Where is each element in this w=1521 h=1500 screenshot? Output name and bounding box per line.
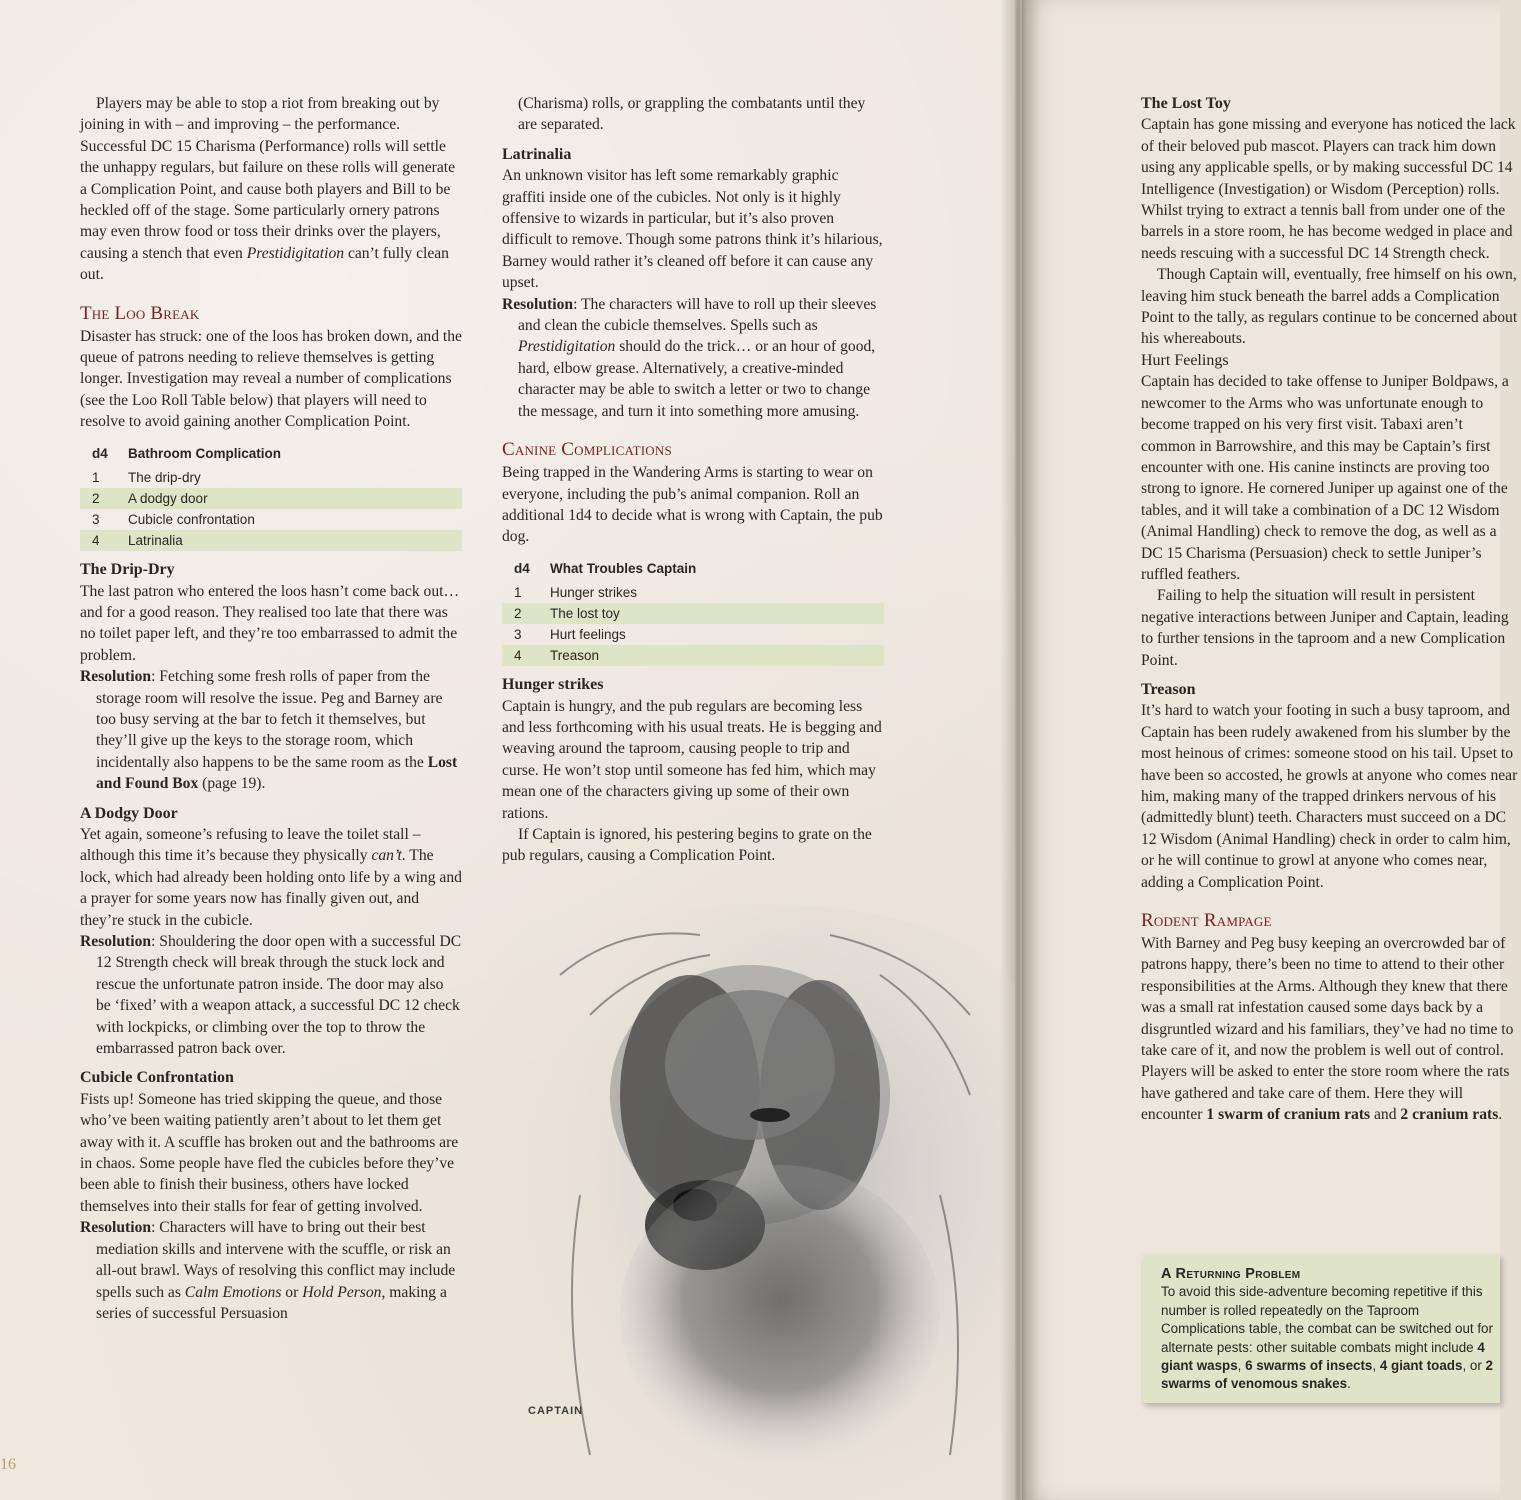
bold-text: Resolution xyxy=(80,1219,152,1237)
table-row xyxy=(80,488,462,509)
drip-dry-resolution xyxy=(80,666,462,794)
cubicle-resolution xyxy=(80,1217,462,1324)
left-column xyxy=(80,93,462,1324)
canine-text: Being trapped in the Wandering Arms is starting to wear on everyone, including the pub’s animal companion. Roll an additional 1d4 to decide what is wrong with Captain, the pub dog. xyxy=(502,464,883,546)
row-label: The drip-dry xyxy=(128,470,201,486)
text-run: should do the trick… or an hour of good, hard, elbow grease. Alternatively, a creative-minded character may be able to switch a letter or two to change the message, and turn it into something more amusing. xyxy=(518,338,876,420)
lost-toy-heading: The Lost Toy xyxy=(1141,95,1231,112)
italic-text: Prestidigitation xyxy=(518,338,616,356)
sidebar-text xyxy=(1161,1283,1494,1393)
row-label: The lost toy xyxy=(550,603,884,624)
bold-text: Resolution xyxy=(80,668,152,686)
row-label: Hunger strikes xyxy=(550,585,638,601)
treason-text: It’s hard to watch your footing in such a busy taproom, and Captain has been rudely awakened from his slumber by the most heinous of crimes: someone stood on his tail. Upset to have been so accosted, he growls at anyone who comes near him, making many of the trapped drinkers nervous of his (admittedly blunt) teeth. Characters must succeed on a DC 12 Wisdom (Animal Handling) check in order to calm him, or he will continue to growl at anyone who comes near, adding a Complication Point. xyxy=(1141,702,1518,891)
text-run: . xyxy=(1347,1376,1351,1392)
bold-text: 1 swarm of cranium rats xyxy=(1206,1106,1371,1124)
text-run: : Characters will have to bring out their best mediation skills and intervene with the scuffle, or risk an all-out brawl. Ways of resolving this conflict may include spells such as xyxy=(96,1219,456,1301)
italic-text: can’t xyxy=(371,847,402,865)
hunger-heading: Hunger strikes xyxy=(502,676,604,694)
table-row xyxy=(502,645,884,666)
loo-break-text: Disaster has struck: one of the loos has broken down, and the queue of patrons needing to relieve themselves is getting longer. Investigation may reveal a number of complications (see the Loo Roll Table below) that players will need to resolve to avoid gaining another Complication Point. xyxy=(80,327,462,431)
row-number: 2 xyxy=(80,488,128,509)
latrinalia-resolution xyxy=(502,294,884,422)
table-row xyxy=(502,582,884,603)
text-run: Yet again, someone’s refusing to leave the toilet stall – although this time it’s because they physically xyxy=(80,825,421,865)
row-number: 4 xyxy=(80,530,128,551)
treason-heading: Treason xyxy=(1141,680,1196,698)
bold-text: 6 swarms of insects xyxy=(1245,1358,1373,1374)
table-row xyxy=(80,467,462,488)
italic-text: Prestidigitation xyxy=(246,244,345,262)
loo-break-heading: The Loo Break xyxy=(80,302,200,324)
bold-text: 4 giant toads xyxy=(1379,1358,1463,1374)
right-column xyxy=(1141,93,1521,1126)
returning-problem-sidebar xyxy=(1143,1255,1500,1403)
continued-text: (Charisma) rolls, or grappling the combatants until they are separated. xyxy=(518,95,866,134)
table-title-header: Bathroom Complication xyxy=(128,445,282,461)
italic-text: Calm Emotions xyxy=(184,1283,282,1301)
text-run: or xyxy=(281,1283,303,1301)
text-run: , xyxy=(1237,1358,1246,1374)
text-run: : The characters will have to roll up their sleeves and clean the cubicle themselves. Spells such as xyxy=(518,295,877,335)
row-number: 4 xyxy=(502,645,550,666)
row-number: 1 xyxy=(514,585,522,601)
hurt-feelings-text: Captain has decided to take offense to Juniper Boldpaws, a newcomer to the Arms who was unfortunate enough to become trapped on his very first visit. Tabaxi aren’t common in Barrowshire, and this may be Captain’s first encounter with one. His canine instincts are proving too strong to ignore. He cornered Juniper up against one of the tables, and it will take a combination of a DC 12 Wisdom (Animal Handling) check to remove the dog, as well as a DC 15 Charisma (Persuasion) check to settle Juniper’s ruffled feathers. xyxy=(1141,373,1509,583)
text-run: : Fetching some fresh rolls of paper from the storage room will resolve the issue. Peg and Barney are too busy serving at the bar to fetch it themselves, but they’ll give up the keys to the storage room, which incidentally also happens to be the same room as the xyxy=(96,668,443,771)
hunger-text: Captain is hungry, and the pub regulars are becoming less and less forthcoming with his usual treats. He is begging and weaving around the taproom, causing people to trip and curse. He won’t stop until someone has fed him, which may mean one of the characters giving up some of their own rations. xyxy=(502,697,882,822)
text-run: : Shouldering the door open with a successful DC 12 Strength check will break through the stuck lock and rescue the unfortunate patron inside. The door may also be ‘fixed’ with a weapon attack, a successful DC 12 check with lockpicks, or climbing over the top to throw the embarrassed patron back over. xyxy=(96,933,462,1058)
text-run: . The lock, which had already been holding onto life by a wing and a prayer for some years now has finally given out, and they’re stuck in the cubicle. xyxy=(80,847,462,929)
rodent-rampage-text xyxy=(1141,933,1521,1126)
italic-text: Hold Person xyxy=(302,1283,382,1301)
hurt-feelings-heading: Hurt Feelings xyxy=(1141,351,1229,369)
bold-text: 4 giant wasps xyxy=(1161,1339,1485,1374)
text-run: , making a series of successful Persuasion xyxy=(96,1283,447,1322)
bold-text: Resolution xyxy=(80,933,152,950)
text-run: With Barney and Peg busy keeping an overcrowded bar of patrons happy, there’s been no time to attend to their other responsibilities at the Arms. Although they knew that there was a small rat infestation caused some days back by a disgruntled wizard and his familiars, they’ve had no time to take care of it, and now the problem is well out of control. Players will be asked to enter the store room where the rats have gathered and take care of them. Here they will encounter xyxy=(1141,935,1514,1124)
text-run: , or xyxy=(1462,1358,1486,1374)
riot-paragraph xyxy=(80,93,462,286)
rodent-rampage-heading: Rodent Rampage xyxy=(1141,910,1272,932)
dodgy-door-heading: A Dodgy Door xyxy=(80,804,178,822)
cubicle-text: Fists up! Someone has tried skipping the queue, and those who’ve been waiting patiently aren’t about to let them get away with it. A scuffle has broken out and the bathrooms are in chaos. Some people have fled the cubicles before they’ve been able to finish their business, others have locked themselves into their stalls for fear of getting involved. xyxy=(80,1090,459,1215)
text-run: (page 19). xyxy=(198,775,266,793)
text-run: , xyxy=(1372,1358,1380,1374)
row-number: 3 xyxy=(514,627,522,643)
table-title-header: What Troubles Captain xyxy=(550,560,697,576)
bold-text: Resolution xyxy=(502,295,574,313)
table-row xyxy=(80,530,462,551)
table-die-header: d4 xyxy=(514,560,530,576)
page-number: 16 xyxy=(0,1456,16,1473)
text-run: Players may be able to stop a riot from breaking out by joining in with – and improving – the performance. Successful DC 15 Charisma (Performance) rolls will settle the unhappy regulars, but failure on these rolls will generate a Complication Point, and cause both players and Bill to be heckled off of the stage. Some particularly ornery patrons may even throw food or toss their drinks over the players, causing a stench that even xyxy=(80,95,455,262)
text-run: To avoid this side-adventure becoming repetitive if this number is rolled repeatedly on the Taproom Complications table, the combat can be switched out for alternate pests: other suitable combats might include xyxy=(1161,1284,1493,1355)
row-number: 3 xyxy=(92,512,100,528)
drip-dry-heading: The Drip-Dry xyxy=(80,561,175,579)
lost-toy-text-2: Though Captain will, eventually, free himself on his own, leaving him stuck beneath the barrel adds a Complication Point to the tally, as regulars continue to be concerned about his whereabouts. xyxy=(1141,266,1518,348)
bold-text: Lost and Found Box xyxy=(96,753,458,793)
hurt-feelings-text-2: Failing to help the situation will result in persistent negative interactions between Juniper and Captain, leading to further tensions in the taproom and a new Complication Point. xyxy=(1141,587,1509,669)
row-label: Treason xyxy=(550,645,884,666)
middle-column xyxy=(502,93,884,867)
table-die-header: d4 xyxy=(92,445,108,461)
row-label: Cubicle confrontation xyxy=(128,512,255,528)
hunger-text-2: If Captain is ignored, his pestering begins to grate on the pub regulars, causing a Complication Point. xyxy=(502,825,872,865)
table-row xyxy=(502,624,884,645)
row-number: 2 xyxy=(502,603,550,624)
cubicle-heading: Cubicle Confrontation xyxy=(80,1069,234,1087)
text-run: . xyxy=(1498,1106,1503,1124)
latrinalia-text: An unknown visitor has left some remarkably graphic graffiti inside one of the cubicles. Not only is it highly offensive to wizards in particular, but it’s also proven difficult to remove. Though some patrons think it’s hilarious, Barney would rather it’s cleaned off before it can cause any upset. xyxy=(502,167,883,292)
text-run: can’t fully clean out. xyxy=(80,244,449,284)
table-row xyxy=(80,509,462,530)
drip-dry-text: The last patron who entered the loos hasn’t come back out… and for a good reason. They realised too late that there was no toilet paper left, and they’re too embarrassed to admit the problem. xyxy=(80,582,460,664)
sidebar-heading: A Returning Problem xyxy=(1161,1266,1301,1282)
dodgy-door-resolution xyxy=(80,931,462,1059)
bathroom-complication-table xyxy=(80,441,462,551)
canine-heading: Canine Complications xyxy=(502,439,672,461)
row-label: Latrinalia xyxy=(128,530,462,551)
dodgy-door-text xyxy=(80,824,462,931)
bold-text: 2 cranium rats xyxy=(1400,1106,1499,1124)
captain-table xyxy=(502,556,884,666)
row-number: 1 xyxy=(92,470,100,486)
table-row xyxy=(502,603,884,624)
row-label: A dodgy door xyxy=(128,488,462,509)
row-label: Hurt feelings xyxy=(550,627,626,643)
illustration-caption: CAPTAIN xyxy=(528,1405,584,1417)
latrinalia-heading: Latrinalia xyxy=(502,145,572,163)
bold-text: 2 swarms of venomous snakes xyxy=(1161,1358,1493,1392)
lost-toy-text: Captain has gone missing and everyone has noticed the lack of their beloved pub mascot. Players can track him down using any applicable spells, or by making successful DC 14 Intelligence (Investigation) or Wisdom (Perception) rolls. Whilst trying to extract a tennis ball from under one of the barrels in a store room, he has become wedged in place and needs rescuing with a successful DC 14 Strength check. xyxy=(1141,116,1516,262)
text-run: and xyxy=(1370,1106,1401,1124)
